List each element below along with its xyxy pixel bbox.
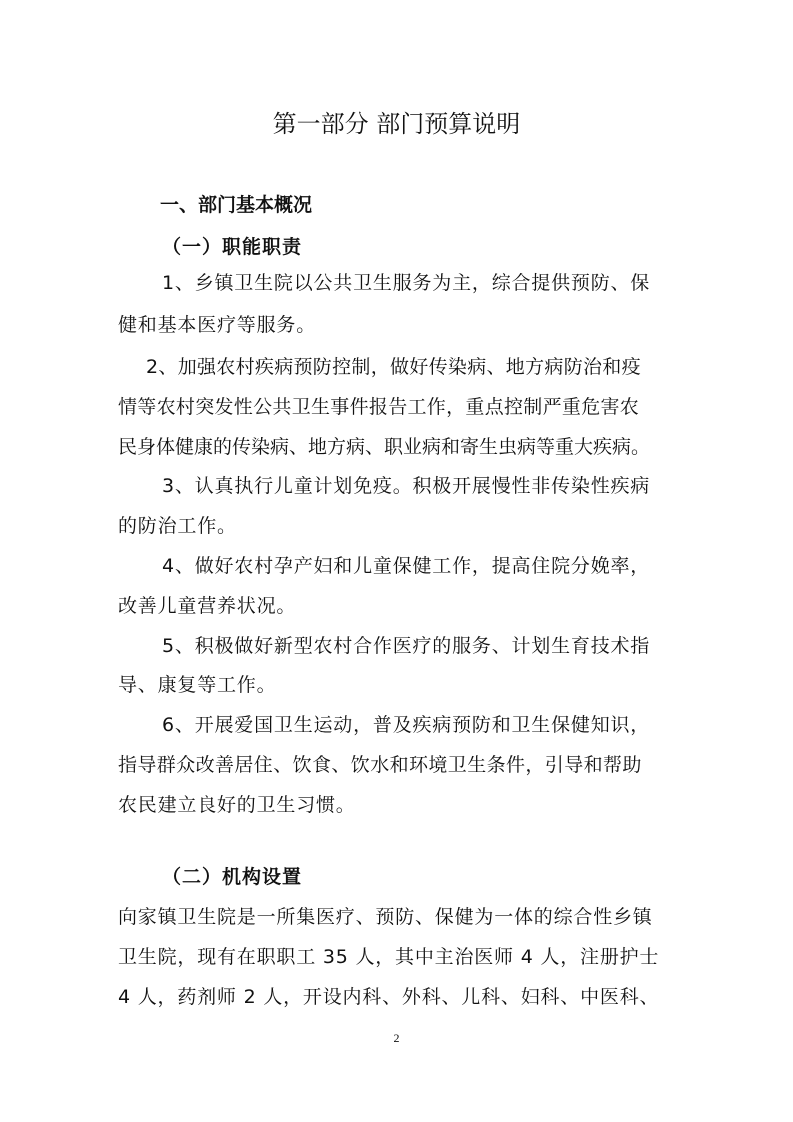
- paragraph-line: 6、开展爱国卫生运动，普及疾病预防和卫生保健知识，: [162, 714, 651, 736]
- paragraph-line: 指导群众改善居住、饮食、饮水和环境卫生条件，引导和帮助: [118, 754, 642, 776]
- paragraph-line: 民身体健康的传染病、地方病、职业病和寄生虫病等重大疾病。: [118, 436, 651, 458]
- paragraph-line: 5、积极做好新型农村合作医疗的服务、计划生育技术指: [162, 635, 651, 657]
- paragraph-line: 向家镇卫生院是一所集医疗、预防、保健为一体的综合性乡镇: [118, 906, 653, 928]
- page-title: 第一部分 部门预算说明: [272, 110, 521, 138]
- paragraph-line: 4、做好农村孕产妇和儿童保健工作，提高住院分娩率，: [162, 555, 651, 577]
- paragraph-line: 健和基本医疗等服务。: [118, 314, 317, 336]
- paragraph-line: 情等农村突发性公共卫生事件报告工作，重点控制严重危害农: [118, 396, 640, 418]
- paragraph-line: 2、加强农村疾病预防控制，做好传染病、地方病防治和疫: [146, 356, 641, 378]
- paragraph-line: 4 人，药剂师 2 人，开设内科、外科、儿科、妇科、中医科、: [118, 986, 660, 1008]
- paragraph-line: 1、乡镇卫生院以公共卫生服务为主，综合提供预防、保: [162, 272, 651, 294]
- paragraph-line: 卫生院，现有在职职工 35 人，其中主治医师 4 人，注册护士: [118, 946, 660, 968]
- paragraph-line: 的防治工作。: [118, 515, 237, 537]
- paragraph-line: 导、康复等工作。: [118, 674, 277, 696]
- subsection-heading-organization: （二）机构设置: [162, 866, 303, 888]
- subsection-heading-functions: （一）职能职责: [162, 236, 303, 258]
- paragraph-line: 农民建立良好的卫生习惯。: [118, 794, 356, 816]
- page-number: 2: [393, 1031, 400, 1045]
- paragraph-line: 改善儿童营养状况。: [118, 595, 297, 617]
- section-heading-basic-overview: 一、部门基本概况: [160, 194, 313, 216]
- paragraph-line: 3、认真执行儿童计划免疫。积极开展慢性非传染性疾病: [162, 475, 651, 497]
